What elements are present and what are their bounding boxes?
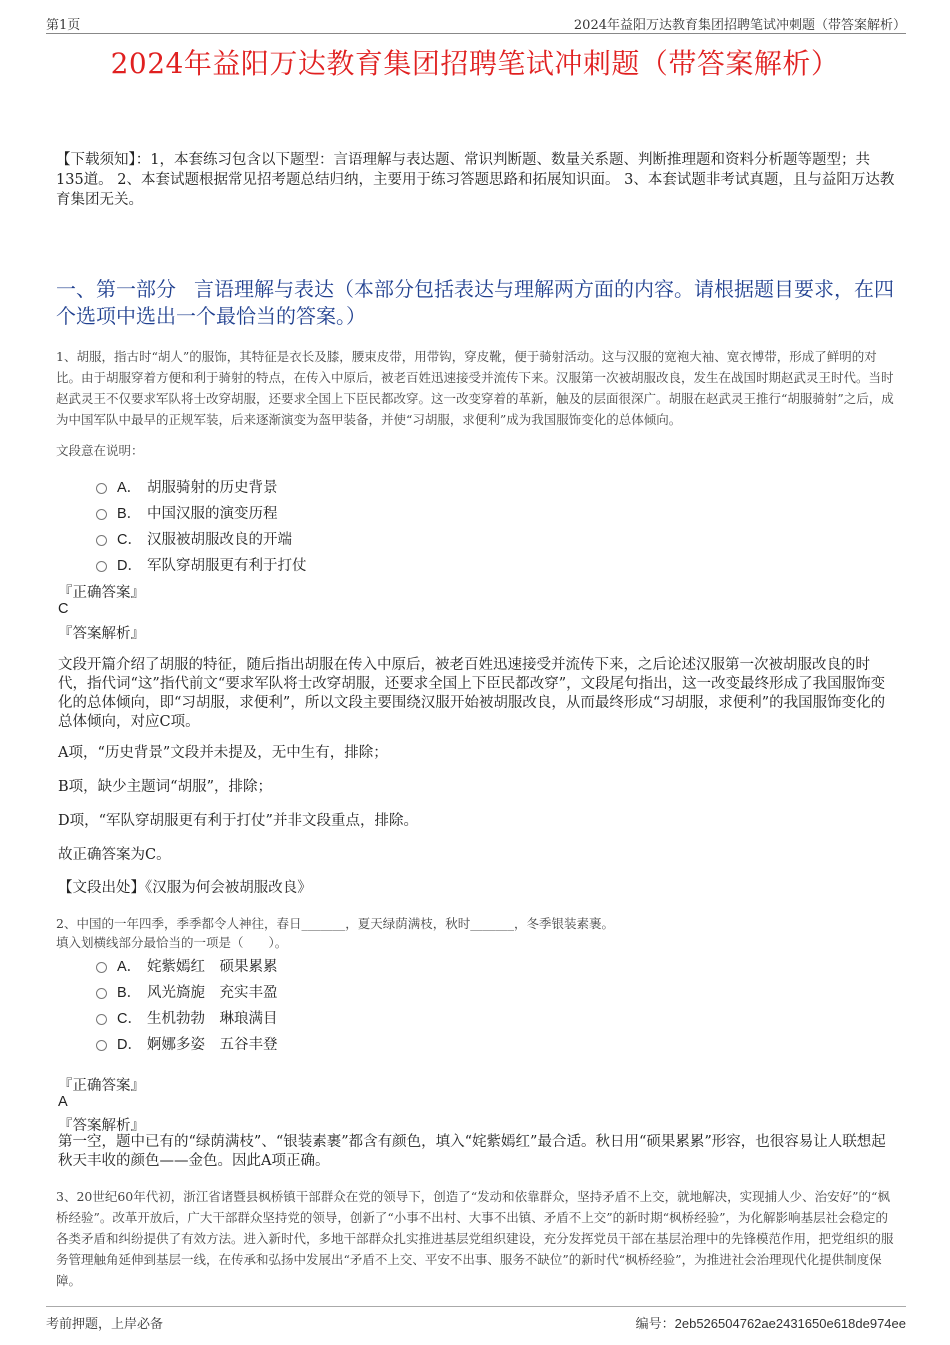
q2-stem: 2、中国的一年四季，季季都令人神往，春日_______，夏天绿荫满枝，秋时_______，冬季银装素裹。 (56, 916, 614, 931)
q3-stem: 3、20世纪60年代初，浙江省诸暨县枫桥镇干部群众在党的领导下，创造了“发动和依靠群众，坚持矛盾不上交，就地解决，实现捕人少、治安好”的“枫桥经验”。改革开放后，广大干部群众坚持党的领导，创新了“小事不出村、大事不出镇、矛盾不上交”的新时期“枫桥经验”，为化解影响基层社会稳定的各类矛盾和纠纷提供了有效方法。进入新时代，多地干部群众扎实推进基层党组织建设，充分发挥党员干部在基层治理中的先锋模范作用，把党组织的服务管理触角延伸到基层一线，在传承和弘扬中发展出“矛盾不上交、平安不出事、服务不缺位”的新时代“枫桥经验”，为推进社会治理现代化提供制度保障。 (56, 1189, 894, 1288)
footer-code (636, 1313, 906, 1332)
q2-option-c[interactable] (96, 1007, 278, 1028)
document-title: 2024年益阳万达教育集团招聘笔试冲刺题（带答案解析） (110, 47, 840, 80)
q1-option-a[interactable] (96, 476, 278, 497)
q1-option-b[interactable] (96, 502, 278, 523)
q2-prompt: 填入划横线部分最恰当的一项是（ ）。 (56, 935, 288, 950)
code-value: 2eb526504762ae2431650e618de974ee (674, 1316, 906, 1331)
running-header-title: 2024年益阳万达教育集团招聘笔试冲刺题（带答案解析） (573, 18, 906, 33)
radio-icon[interactable] (96, 1014, 107, 1025)
q2-option-a[interactable] (96, 955, 278, 976)
radio-icon[interactable] (96, 1040, 107, 1051)
q1-note-a: A项，“历史背景”文段并未提及，无中生有，排除； (58, 745, 388, 761)
option-text: 生机勃勃 琳琅满目 (147, 1011, 278, 1027)
section-part: 一、第一部分 (56, 277, 176, 301)
q1-option-c[interactable] (96, 528, 292, 549)
option-letter: D． (117, 1037, 142, 1053)
option-text: 中国汉服的演变历程 (147, 506, 278, 522)
q2-analysis-label: 『答案解析』 (58, 1118, 145, 1134)
footer-slogan: 考前押题，上岸必备 (46, 1317, 164, 1332)
q1-analysis: 文段开篇介绍了胡服的特征，随后指出胡服在传入中原后，被老百姓迅速接受并流传下来，之后论述汉服第一次被胡服改良的时代，指代词“这”指代前文“要求军队将士改穿胡服，还要求全国上下臣民都改穿”，文段尾句指出，这一改变最终形成了我国服饰变化的总体倾向，即“习胡服，求便利”，所以文段主要围绕汉服开始被胡服改良，从而最终形成“习胡服，求便利”的我国服饰变化的总体倾向，对应C项。 (58, 657, 886, 730)
option-letter: B． (117, 506, 142, 522)
q1-conclusion: 故正确答案为C。 (58, 847, 171, 863)
q1-prompt: 文段意在说明： (56, 443, 144, 458)
radio-icon[interactable] (96, 509, 107, 520)
section-title: 言语理解与表达（本部分包括表达与理解两方面的内容。请根据题目要求，在四个选项中选出一个最恰当的答案。） (56, 277, 894, 328)
header-divider (46, 33, 906, 34)
q1-source: 【文段出处】《汉服为何会被胡服改良》 (58, 880, 312, 896)
page-number: 第1页 (46, 18, 81, 33)
radio-icon[interactable] (96, 561, 107, 572)
q1-analysis-label: 『答案解析』 (58, 626, 145, 642)
option-text: 汉服被胡服改良的开端 (147, 532, 292, 548)
q1-note-d: D项，“军队穿胡服更有利于打仗”并非文段重点，排除。 (58, 813, 418, 829)
option-letter: C． (117, 1011, 142, 1027)
radio-icon[interactable] (96, 483, 107, 494)
option-text: 婀娜多姿 五谷丰登 (147, 1037, 278, 1053)
q1-option-d[interactable] (96, 554, 307, 575)
option-letter: A． (117, 480, 142, 496)
option-letter: D． (117, 558, 142, 574)
q2-answer-label: 『正确答案』 (58, 1078, 145, 1094)
code-label: 编号： (635, 1317, 675, 1332)
q2-answer: A (58, 1094, 68, 1110)
q1-answer: C (58, 601, 69, 617)
option-text: 姹紫嫣红 硕果累累 (147, 959, 278, 975)
option-text: 风光旖旎 充实丰盈 (147, 985, 278, 1001)
option-letter: C． (117, 532, 142, 548)
radio-icon[interactable] (96, 962, 107, 973)
option-letter: A． (117, 959, 142, 975)
download-notice: 【下载须知】：1，本套练习包含以下题型：言语理解与表达题、常识判断题、数量关系题、判断推理题和资料分析题等题型；共135道。 2、本套试题根据常见招考题总结归纳，主要用于练习答题思路和拓展知识面。 3、本套试题非考试真题，且与益阳万达教育集团无关。 (56, 152, 895, 208)
q1-stem: 1、胡服，指古时“胡人”的服饰，其特征是衣长及膝，腰束皮带，用带钩，穿皮靴，便于骑射活动。这与汉服的宽袍大袖、宽衣博带，形成了鲜明的对比。由于胡服穿着方便和利于骑射的特点，在传入中原后，被老百姓迅速接受并流传下来。汉服第一次被胡服改良，发生在战国时期赵武灵王时代。当时赵武灵王不仅要求军队将士改穿胡服，还要求全国上下臣民都改穿。这一改变穿着的革新，触及的层面很深广。胡服在赵武灵王推行“胡服骑射”之后，成为中国军队中最早的正规军装，后来逐渐演变为盔甲装备，并使“习胡服，求便利”成为我国服饰变化的总体倾向。 (56, 349, 894, 427)
option-letter: B． (117, 985, 142, 1001)
q2-analysis: 第一空，题中已有的“绿荫满枝”、“银装素裹”都含有颜色，填入“姹紫嫣红”最合适。秋日用“硕果累累”形容，也很容易让人联想起秋天丰收的颜色——金色。因此A项正确。 (58, 1134, 886, 1169)
q2-option-d[interactable] (96, 1033, 278, 1054)
radio-icon[interactable] (96, 535, 107, 546)
q1-note-b: B项，缺少主题词“胡服”，排除； (58, 779, 272, 795)
q1-answer-label: 『正确答案』 (58, 585, 145, 601)
option-text: 胡服骑射的历史背景 (147, 480, 278, 496)
radio-icon[interactable] (96, 988, 107, 999)
footer-divider (46, 1306, 906, 1307)
option-text: 军队穿胡服更有利于打仗 (147, 558, 307, 574)
q2-option-b[interactable] (96, 981, 278, 1002)
section-heading (56, 276, 896, 330)
